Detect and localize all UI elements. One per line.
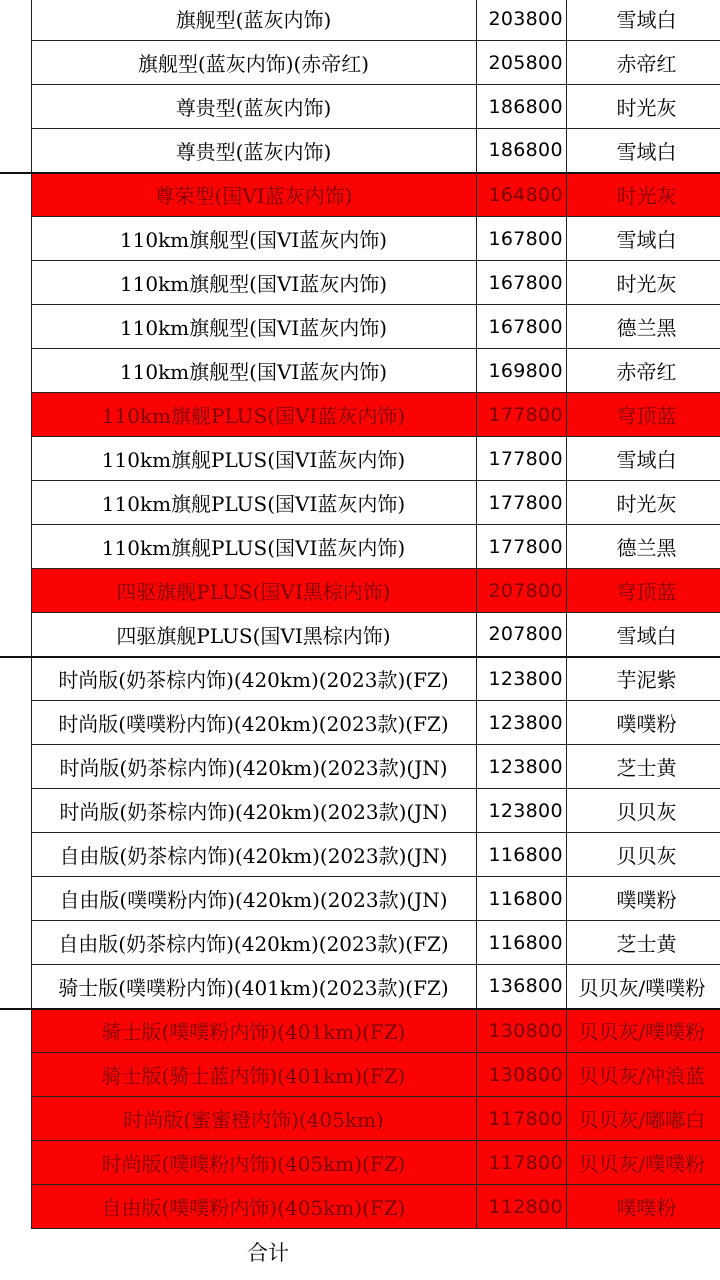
group-cell[interactable] — [0, 613, 31, 657]
model-name-cell[interactable]: 骑士版(噗噗粉内饰)(401km)(2023款)(FZ) — [31, 965, 476, 1009]
price-cell[interactable]: 112800 — [476, 1185, 566, 1229]
table-row[interactable] — [0, 877, 720, 921]
price-cell[interactable]: 203800 — [476, 0, 566, 41]
color-cell[interactable]: 芋泥紫 — [566, 657, 720, 701]
model-name-cell[interactable]: 110km旗舰PLUS(国VI蓝灰内饰) — [31, 525, 476, 569]
color-cell[interactable]: 贝贝灰 — [566, 833, 720, 877]
color-cell[interactable]: 时光灰 — [566, 481, 720, 525]
model-name-cell[interactable]: 时尚版(噗噗粉内饰)(420km)(2023款)(FZ) — [31, 701, 476, 745]
group-cell[interactable] — [0, 525, 31, 569]
table-row[interactable] — [0, 1141, 720, 1185]
color-cell[interactable]: 时光灰 — [566, 173, 720, 217]
price-cell[interactable]: 167800 — [476, 261, 566, 305]
price-cell[interactable]: 169800 — [476, 349, 566, 393]
group-cell[interactable] — [0, 393, 31, 437]
price-cell[interactable]: 164800 — [476, 173, 566, 217]
price-cell[interactable]: 177800 — [476, 525, 566, 569]
table-row[interactable] — [0, 41, 720, 85]
group-cell[interactable] — [0, 833, 31, 877]
price-cell[interactable]: 123800 — [476, 745, 566, 789]
group-cell[interactable] — [0, 41, 31, 85]
table-row[interactable] — [0, 305, 720, 349]
table-row[interactable] — [0, 569, 720, 613]
group-cell[interactable] — [0, 657, 31, 701]
model-name-cell[interactable]: 四驱旗舰PLUS(国VI黑棕内饰) — [31, 613, 476, 657]
model-name-cell[interactable]: 110km旗舰型(国VI蓝灰内饰) — [31, 349, 476, 393]
group-cell[interactable] — [0, 1141, 31, 1185]
color-cell[interactable]: 雪域白 — [566, 0, 720, 41]
group-cell[interactable] — [0, 85, 31, 129]
color-cell[interactable]: 贝贝灰 — [566, 789, 720, 833]
total-label[interactable]: 合计 — [247, 1240, 289, 1265]
group-cell[interactable] — [0, 877, 31, 921]
color-cell[interactable]: 德兰黑 — [566, 305, 720, 349]
group-cell[interactable] — [0, 701, 31, 745]
model-name-cell[interactable]: 110km旗舰型(国VI蓝灰内饰) — [31, 305, 476, 349]
group-cell[interactable] — [0, 965, 31, 1009]
model-name-cell[interactable]: 尊贵型(蓝灰内饰) — [31, 129, 476, 173]
price-cell[interactable]: 116800 — [476, 833, 566, 877]
table-row[interactable] — [0, 481, 720, 525]
group-cell[interactable] — [0, 1097, 31, 1141]
table-row[interactable] — [0, 349, 720, 393]
table-row[interactable] — [0, 0, 720, 41]
model-name-cell[interactable]: 骑士版(噗噗粉内饰)(401km)(FZ) — [31, 1009, 476, 1053]
table-row[interactable] — [0, 437, 720, 481]
color-cell[interactable]: 贝贝灰/冲浪蓝 — [566, 1053, 720, 1097]
model-name-cell[interactable]: 尊荣型(国VI蓝灰内饰) — [31, 173, 476, 217]
color-cell[interactable]: 芝士黄 — [566, 745, 720, 789]
table-row[interactable] — [0, 525, 720, 569]
table-row[interactable] — [0, 657, 720, 701]
price-cell[interactable]: 117800 — [476, 1141, 566, 1185]
table-row[interactable] — [0, 613, 720, 657]
group-cell[interactable] — [0, 789, 31, 833]
table-row[interactable] — [0, 701, 720, 745]
price-cell[interactable]: 186800 — [476, 129, 566, 173]
color-cell[interactable]: 穹顶蓝 — [566, 393, 720, 437]
price-cell[interactable]: 116800 — [476, 921, 566, 965]
model-name-cell[interactable]: 自由版(噗噗粉内饰)(420km)(2023款)(JN) — [31, 877, 476, 921]
group-cell[interactable] — [0, 261, 31, 305]
group-cell[interactable] — [0, 1053, 31, 1097]
color-cell[interactable]: 赤帝红 — [566, 41, 720, 85]
color-cell[interactable]: 时光灰 — [566, 261, 720, 305]
table-row[interactable] — [0, 789, 720, 833]
color-cell[interactable]: 雪域白 — [566, 437, 720, 481]
price-cell[interactable]: 123800 — [476, 657, 566, 701]
price-cell[interactable]: 130800 — [476, 1053, 566, 1097]
table-row[interactable] — [0, 393, 720, 437]
table-row[interactable] — [0, 921, 720, 965]
color-cell[interactable]: 穹顶蓝 — [566, 569, 720, 613]
model-name-cell[interactable]: 自由版(噗噗粉内饰)(405km)(FZ) — [31, 1185, 476, 1229]
color-cell[interactable]: 德兰黑 — [566, 525, 720, 569]
price-cell[interactable]: 123800 — [476, 789, 566, 833]
color-cell[interactable]: 噗噗粉 — [566, 1185, 720, 1229]
color-cell[interactable]: 贝贝灰/嘟嘟白 — [566, 1097, 720, 1141]
table-row[interactable] — [0, 1097, 720, 1141]
table-row[interactable] — [0, 1009, 720, 1053]
group-cell[interactable] — [0, 1009, 31, 1053]
model-name-cell[interactable]: 110km旗舰PLUS(国VI蓝灰内饰) — [31, 437, 476, 481]
color-cell[interactable]: 赤帝红 — [566, 349, 720, 393]
group-cell[interactable] — [0, 1185, 31, 1229]
model-name-cell[interactable]: 110km旗舰PLUS(国VI蓝灰内饰) — [31, 481, 476, 525]
model-name-cell[interactable]: 时尚版(奶茶棕内饰)(420km)(2023款)(JN) — [31, 745, 476, 789]
table-row[interactable] — [0, 745, 720, 789]
color-cell[interactable]: 贝贝灰/噗噗粉 — [566, 1141, 720, 1185]
table-row[interactable] — [0, 85, 720, 129]
color-cell[interactable]: 芝士黄 — [566, 921, 720, 965]
model-name-cell[interactable]: 尊贵型(蓝灰内饰) — [31, 85, 476, 129]
model-name-cell[interactable]: 时尚版(奶茶棕内饰)(420km)(2023款)(FZ) — [31, 657, 476, 701]
group-cell[interactable] — [0, 305, 31, 349]
group-cell[interactable] — [0, 0, 31, 41]
model-name-cell[interactable]: 时尚版(噗噗粉内饰)(405km)(FZ) — [31, 1141, 476, 1185]
color-cell[interactable]: 时光灰 — [566, 85, 720, 129]
price-cell[interactable]: 123800 — [476, 701, 566, 745]
color-cell[interactable]: 雪域白 — [566, 129, 720, 173]
table-row[interactable] — [0, 965, 720, 1009]
model-name-cell[interactable]: 旗舰型(蓝灰内饰)(赤帝红) — [31, 41, 476, 85]
price-cell[interactable]: 177800 — [476, 481, 566, 525]
price-cell[interactable]: 207800 — [476, 569, 566, 613]
group-cell[interactable] — [0, 481, 31, 525]
model-name-cell[interactable]: 110km旗舰型(国VI蓝灰内饰) — [31, 217, 476, 261]
price-cell[interactable]: 186800 — [476, 85, 566, 129]
total-color-cell[interactable] — [566, 1229, 720, 1275]
model-name-cell[interactable]: 时尚版(奶茶棕内饰)(420km)(2023款)(JN) — [31, 789, 476, 833]
model-name-cell[interactable]: 自由版(奶茶棕内饰)(420km)(2023款)(FZ) — [31, 921, 476, 965]
group-cell[interactable] — [0, 129, 31, 173]
price-cell[interactable]: 136800 — [476, 965, 566, 1009]
model-name-cell[interactable]: 骑士版(骑士蓝内饰)(401km)(FZ) — [31, 1053, 476, 1097]
color-cell[interactable]: 贝贝灰/噗噗粉 — [566, 1009, 720, 1053]
model-name-cell[interactable]: 四驱旗舰PLUS(国VI黑棕内饰) — [31, 569, 476, 613]
group-cell[interactable] — [0, 349, 31, 393]
group-cell[interactable] — [0, 217, 31, 261]
price-cell[interactable]: 177800 — [476, 437, 566, 481]
group-cell[interactable] — [0, 173, 31, 217]
price-cell[interactable]: 130800 — [476, 1009, 566, 1053]
color-cell[interactable]: 雪域白 — [566, 613, 720, 657]
table-row[interactable] — [0, 261, 720, 305]
table-row[interactable] — [0, 173, 720, 217]
color-cell[interactable]: 贝贝灰/噗噗粉 — [566, 965, 720, 1009]
total-row[interactable] — [0, 1229, 720, 1275]
price-cell[interactable]: 207800 — [476, 613, 566, 657]
group-cell[interactable] — [0, 921, 31, 965]
model-name-cell[interactable]: 自由版(奶茶棕内饰)(420km)(2023款)(JN) — [31, 833, 476, 877]
model-name-cell[interactable]: 旗舰型(蓝灰内饰) — [31, 0, 476, 41]
table-row[interactable] — [0, 129, 720, 173]
group-cell[interactable] — [0, 437, 31, 481]
group-cell[interactable] — [0, 745, 31, 789]
color-cell[interactable]: 噗噗粉 — [566, 701, 720, 745]
price-cell[interactable]: 167800 — [476, 305, 566, 349]
model-name-cell[interactable]: 110km旗舰PLUS(国VI蓝灰内饰) — [31, 393, 476, 437]
model-name-cell[interactable]: 时尚版(蜜蜜橙内饰)(405km) — [31, 1097, 476, 1141]
price-cell[interactable]: 116800 — [476, 877, 566, 921]
table-row[interactable] — [0, 217, 720, 261]
color-cell[interactable]: 雪域白 — [566, 217, 720, 261]
table-row[interactable] — [0, 833, 720, 877]
price-cell[interactable]: 117800 — [476, 1097, 566, 1141]
model-name-cell[interactable]: 110km旗舰型(国VI蓝灰内饰) — [31, 261, 476, 305]
total-price-cell[interactable] — [476, 1229, 566, 1275]
table-row[interactable] — [0, 1053, 720, 1097]
group-cell[interactable] — [0, 1229, 31, 1275]
table-row[interactable] — [0, 1185, 720, 1229]
price-cell[interactable]: 167800 — [476, 217, 566, 261]
color-cell[interactable]: 噗噗粉 — [566, 877, 720, 921]
group-cell[interactable] — [0, 569, 31, 613]
price-cell[interactable]: 177800 — [476, 393, 566, 437]
price-cell[interactable]: 205800 — [476, 41, 566, 85]
